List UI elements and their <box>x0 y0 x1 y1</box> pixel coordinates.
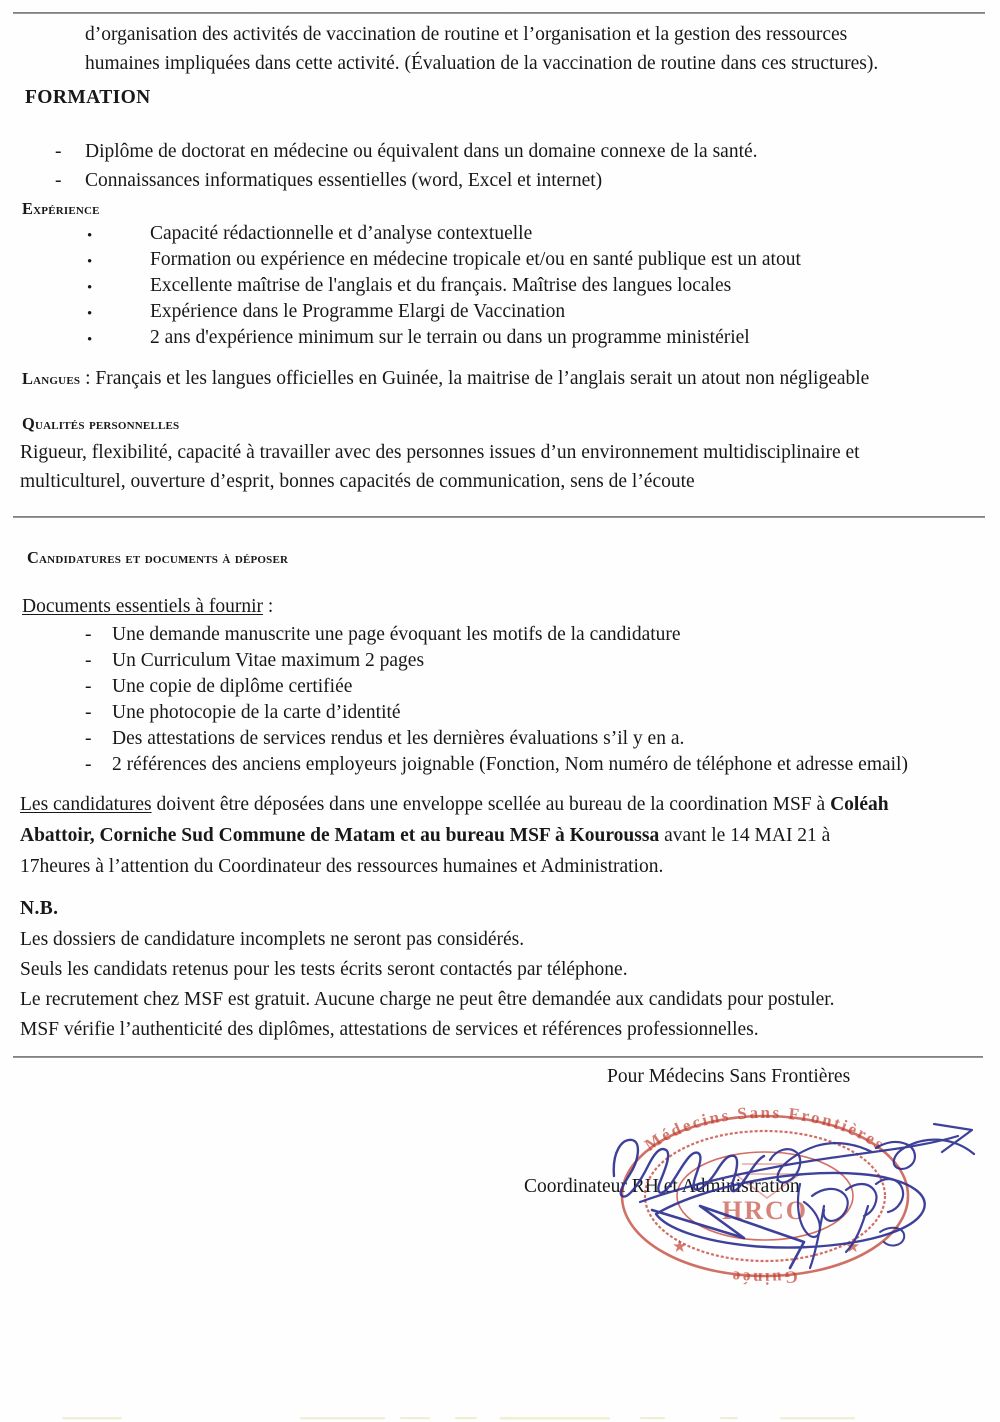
qualites-line-1: Rigueur, flexibilité, capacité à travailler avec des personnes issues d’un environnement multidisciplinaire et <box>20 442 860 463</box>
nb-line: Seuls les candidats retenus pour les tests écrits seront contactés par téléphone. <box>20 959 628 980</box>
document-item-marker: - <box>85 650 92 671</box>
document-item: Un Curriculum Vitae maximum 2 pages <box>112 650 425 671</box>
deposit-lead: Les candidatures <box>20 794 152 815</box>
qualites-line-2: multiculturel, ouverture d’esprit, bonnes capacités de communication, sens de l’écoute <box>20 471 695 492</box>
section-heading-experience: Expérience <box>22 199 100 218</box>
langues-text: Français et les langues officielles en Guinée, la maitrise de l’anglais serait un atout non négligeable <box>95 368 870 389</box>
signature-for-line: Pour Médecins Sans Frontières <box>607 1066 851 1087</box>
document-item-marker: - <box>85 728 92 749</box>
documents-title-colon: : <box>262 596 274 617</box>
stamp-outer-text <box>641 1103 889 1155</box>
deposit-part-2: avant le 14 MAI 21 à <box>659 825 831 846</box>
section-heading-formation: FORMATION <box>25 87 151 108</box>
nb-line: MSF vérifie l’authenticité des diplômes, attestations de services et références professionnelles. <box>20 1019 759 1040</box>
deposit-paragraph-line-1 <box>20 790 889 819</box>
document-item-marker: - <box>85 754 92 775</box>
experience-item: Expérience dans le Programme Elargi de Vaccination <box>150 301 566 322</box>
experience-item: Formation ou expérience en médecine tropicale et/ou en santé publique est un atout <box>150 249 801 270</box>
experience-item-marker: • <box>87 254 93 270</box>
stamp-outer-textpath: Médecins Sans Frontières <box>641 1102 890 1155</box>
documents-title-text: Documents essentiels à fournir <box>22 596 263 617</box>
document-item: Une copie de diplôme certifiée <box>112 676 353 697</box>
experience-item: 2 ans d'expérience minimum sur le terrain ou dans un programme ministériel <box>150 327 750 348</box>
nb-line: Le recrutement chez MSF est gratuit. Aucune charge ne peut être demandée aux candidats pour postuler. <box>20 989 835 1010</box>
deposit-bold-tail: Coléah <box>830 794 889 815</box>
document-item-marker: - <box>85 702 92 723</box>
nb-line: Les dossiers de candidature incomplets ne seront pas considérés. <box>20 929 525 950</box>
stamp-star-left-icon: ★ <box>672 1237 688 1257</box>
document-item-marker: - <box>85 676 92 697</box>
stamp-center-text: HRCO <box>722 1196 808 1225</box>
experience-item-marker: • <box>87 280 93 296</box>
langues-line <box>22 364 869 393</box>
deposit-part-1: doivent être déposées dans une enveloppe scellée au bureau de la coordination MSF à <box>151 794 831 815</box>
stamp-star-right-icon: ★ <box>845 1237 861 1257</box>
formation-item-marker: - <box>55 170 62 191</box>
experience-item-marker: • <box>87 332 93 348</box>
deposit-paragraph-line-2 <box>20 821 830 850</box>
formation-item: Connaissances informatiques essentielles (word, Excel et internet) <box>85 170 603 191</box>
signature-title-line: Coordinateur RH et Administration <box>524 1176 800 1197</box>
experience-item: Capacité rédactionnelle et d’analyse contextuelle <box>150 223 533 244</box>
intro-paragraph-line-2: humaines impliquées dans cette activité. (Évaluation de la vaccination de routine dans ces structures). <box>85 53 879 74</box>
stamp-bottom-textpath: Guinée <box>729 1266 799 1286</box>
deposit-bold-address: Abattoir, Corniche Sud Commune de Matam et au bureau MSF à Kouroussa <box>20 825 660 846</box>
divider-bottom <box>13 1056 983 1058</box>
documents-title <box>22 592 273 621</box>
experience-item: Excellente maîtrise de l'anglais et du français. Maîtrise des langues locales <box>150 275 732 296</box>
section-heading-qualites: Qualités personnelles <box>22 414 180 433</box>
document-item: Une demande manuscrite une page évoquant les motifs de la candidature <box>112 624 681 645</box>
scan-edge-artifacts <box>0 1408 1000 1422</box>
divider-middle <box>13 516 985 518</box>
experience-item-marker: • <box>87 306 93 322</box>
langues-separator: : <box>80 368 96 389</box>
experience-item-marker: • <box>87 228 93 244</box>
nb-heading: N.B. <box>20 898 59 919</box>
formation-item: Diplôme de doctorat en médecine ou équivalent dans un domaine connexe de la santé. <box>85 141 758 162</box>
divider-top <box>13 12 985 14</box>
formation-item-marker: - <box>55 141 62 162</box>
section-heading-candidatures: Candidatures et documents à déposer <box>27 548 289 567</box>
intro-paragraph-line-1: d’organisation des activités de vaccination de routine et l’organisation et la gestion des ressources <box>85 24 848 45</box>
document-item: Une photocopie de la carte d’identité <box>112 702 401 723</box>
document-item-marker: - <box>85 624 92 645</box>
document-item: Des attestations de services rendus et les dernières évaluations s’il y en a. <box>112 728 685 749</box>
deposit-paragraph-line-3: 17heures à l’attention du Coordinateur des ressources humaines et Administration. <box>20 856 664 877</box>
stamp-bottom-text <box>729 1267 798 1286</box>
langues-label: Langues <box>22 369 81 388</box>
document-item: 2 références des anciens employeurs joignable (Fonction, Nom numéro de téléphone et adresse email) <box>112 754 908 775</box>
